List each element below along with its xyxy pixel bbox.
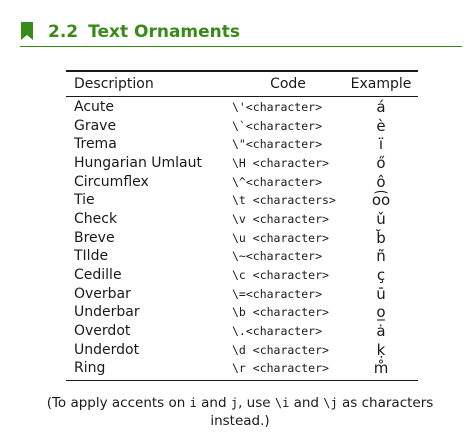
table-row [66,172,418,191]
cell-description: Cedille [74,267,122,284]
table-row [66,303,418,322]
table-row [66,98,418,117]
table-bottom-rule [66,380,418,382]
table-row [66,266,418,285]
cell-code: \H <character> [232,155,329,170]
table-row [66,322,418,341]
cell-example: ū [376,284,386,303]
table-row [66,340,418,359]
footnote-code-i: i [189,396,197,410]
cell-example: ñ [376,247,386,266]
ornaments-table [66,70,418,381]
table-row [66,154,418,173]
footnote-code-j: j [230,396,239,410]
cell-code: \.<character> [232,324,323,339]
cell-description: Check [74,210,118,227]
cell-code: \d <character> [232,342,329,357]
cell-example: ç [376,266,386,285]
cell-code: \t <characters> [232,193,336,208]
table-row [66,135,418,154]
cell-example: m̊ [373,359,389,378]
cell-example: ḳ [376,340,386,359]
footnote-line2: instead.) [210,413,270,429]
header-example: Example [350,75,412,92]
cell-description: Ring [74,360,106,377]
footnote-code-backslash-i: \i [274,396,290,410]
header-code: Code [270,75,306,92]
cell-example: ô [376,172,386,191]
cell-code: \'<character> [232,99,323,114]
cell-code: \~<character> [232,249,323,264]
table-row [66,210,418,229]
cell-example: ï [378,135,384,154]
header-description: Description [74,75,154,92]
bookmark-icon [20,22,38,46]
table-header-row [66,72,418,96]
cell-description: Circumflex [74,173,149,190]
cell-description: Underdot [74,341,140,358]
cell-description: TIlde [74,248,109,265]
cell-code: \v <character> [232,211,329,226]
cell-code: \`<character> [232,118,323,133]
cell-description: Breve [74,229,115,246]
footnote-text: as characters [337,395,434,411]
cell-code: \=<character> [232,286,323,301]
table-row [66,284,418,303]
footnote-text: and [196,395,231,411]
cell-description: Tie [74,192,95,209]
table-row [66,228,418,247]
cell-description: Overdot [74,323,131,340]
cell-example: o̲ [376,303,386,322]
table-row [66,247,418,266]
cell-description: Hungarian Umlaut [74,154,203,171]
table-row [66,191,418,210]
cell-description: Overbar [74,285,131,302]
cell-example: ȧ [376,322,386,341]
cell-example: ő [376,153,386,172]
section-header [20,20,462,47]
footnote-text: (To apply accents on [46,395,190,411]
cell-code: \c <character> [232,268,329,283]
cell-example: è [376,116,386,135]
table-body [66,97,418,380]
cell-example: o͡o [371,191,391,210]
footnote [20,394,460,430]
cell-example: ǔ [376,209,386,228]
cell-code: \b <character> [232,305,329,320]
section-title: Text Ornaments [88,22,241,42]
footnote-text: , use [238,395,275,411]
cell-example: b̆ [376,228,386,247]
footnote-code-backslash-j: \j [323,396,338,410]
cell-description: Acute [74,98,115,115]
table-row [66,359,418,378]
cell-code: \u <character> [232,230,329,245]
footnote-text: and [289,395,324,411]
cell-description: Grave [74,117,117,134]
table-row [66,116,418,135]
cell-description: Underbar [74,304,140,321]
cell-code: \r <character> [232,361,329,376]
cell-code: \"<character> [232,137,323,152]
cell-example: á [376,97,386,116]
section-number: 2.2 [48,22,79,42]
cell-code: \^<character> [232,174,323,189]
cell-description: Trema [74,136,117,153]
